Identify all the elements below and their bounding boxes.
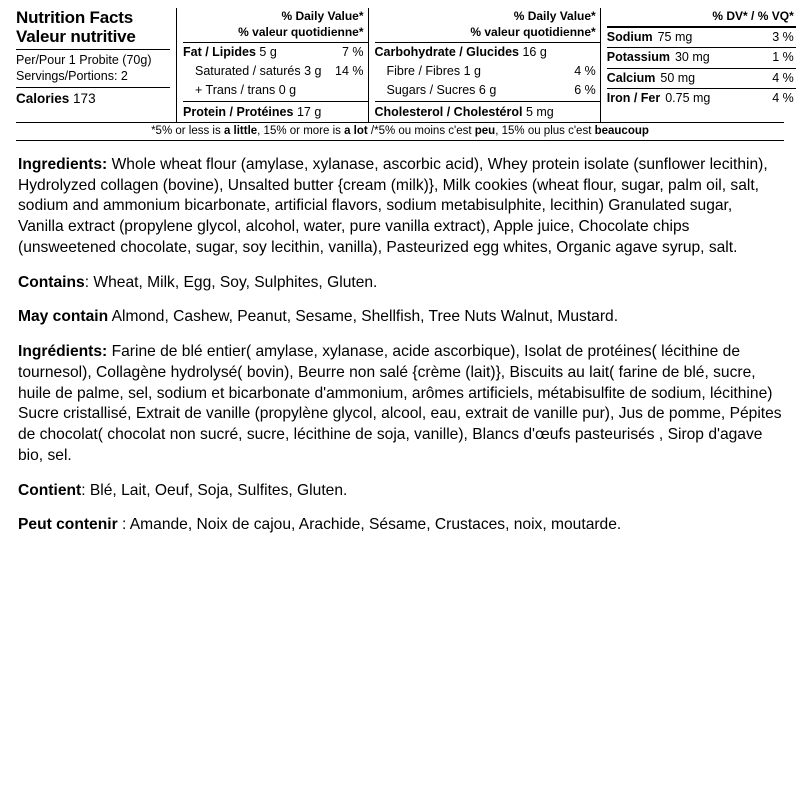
nutrient-name: Protein / Protéines 17 g [183,105,322,120]
nutrient-row [375,43,600,62]
ingredients-en [18,155,782,259]
nutrient-dv: 4 % [574,63,596,78]
mineral-name: Iron / Fer [606,91,661,106]
contains-label-fr: Contient [18,481,82,499]
contains-fr [18,481,782,502]
nutrient-dv [322,81,364,100]
nutrient-name: Cholesterol / Cholestérol 5 mg [374,105,554,120]
nutrition-facts-grid [16,8,794,123]
nutrient-dv: 6 % [574,82,596,97]
calories-label: Calories [16,91,70,107]
nutrient-row [183,62,368,81]
contains-label-en: Contains [18,273,85,291]
calories-value: 173 [73,91,96,107]
nutrient-dv [322,103,364,122]
ingredient-statements [16,141,784,536]
mineral-dv: 1 % [772,50,794,65]
mineral-dv: 3 % [772,30,794,44]
may-contain-text-en: Almond, Cashew, Peanut, Sesame, Shellfish, Tree Nuts Walnut, Mustard. [108,308,619,326]
nutrient-row [183,43,368,62]
daily-value-header-en-2: % Daily Value* [513,9,596,23]
nutrient-name: Fibre / Fibres 1 g [386,63,482,78]
may-contain-text-fr: : Amande, Noix de cajou, Arachide, Sésame, Crustaces, noix, moutarde. [117,516,622,534]
nutrient-column-carbohydrate [368,8,600,122]
ingredients-label-fr: Ingrédients: [18,343,108,361]
contains-text-en: : Wheat, Milk, Egg, Soy, Sulphites, Gluten. [84,273,378,291]
mineral-row [607,68,796,88]
contains-text-fr: : Blé, Lait, Oeuf, Soja, Sulfites, Gluten. [81,481,348,499]
mineral-amount: 50 mg [660,70,696,85]
mineral-amount: 30 mg [674,50,710,65]
mineral-row [607,27,796,47]
serving-divider [16,87,170,88]
nutrient-row [375,81,600,100]
ingredients-text-en: Whole wheat flour (amylase, xylanase, ascorbic acid), Whey protein isolate (sunflower lecithin), Hydrolyzed collagen (bovine), Unsalted butter {cream (milk)}, Milk cookies (wheat flour, sugar, palm oil, salt, sodium and ammonium bicarbonate, artificial flavors, sodium metabisulphite, lecithin) Granulated sugar, Vanilla extract (propylene glycol, alcohol, water, pure vanilla extract), Apple juice, Chocolate chips (unsweetened chocolate, sugar, soy lecithin, vanilla), Pasteurized egg whites, Organic agave syrup, salt. [18,156,768,256]
footnote-emphasis: peu [474,125,496,137]
serving-size: Per/Pour 1 Probite (70g) [16,53,152,68]
mineral-dv: 4 % [772,91,794,106]
daily-value-header-fr-1: % valeur quotidienne* [238,25,364,39]
nutrition-facts-panel [16,8,794,141]
nutrient-dv: 7 % [341,45,364,59]
nutrient-dv: 14 % [335,63,364,78]
nutrient-row [375,102,600,122]
panel-title-en: Nutrition Facts [16,8,133,27]
ingredients-label-en: Ingredients: [18,156,108,173]
daily-value-header-minerals: % DV* / % VQ* [712,9,794,23]
calories-row [16,90,170,106]
title-divider [16,49,170,50]
nutrient-dv [554,103,596,122]
nutrient-name: Carbohydrate / Glucides 16 g [374,45,547,59]
contains-en [18,273,782,294]
mineral-row [607,47,796,67]
nutrient-name: Sugars / Sucres 6 g [386,82,497,97]
footnote-emphasis: beaucoup [594,125,649,137]
servings-per-container: Servings/Portions: 2 [16,69,128,84]
mineral-name: Sodium [606,30,653,44]
footnote-part: , 15% or more is [257,125,345,137]
footnote-part: , 15% ou plus c'est [495,125,595,137]
footnote-emphasis: a little [223,125,258,137]
daily-value-header-en-1: % Daily Value* [281,9,364,23]
may-contain-fr [18,515,782,536]
nutrition-title-column [16,8,176,122]
nutrient-row [183,102,368,122]
daily-value-footnote [16,123,784,141]
mineral-amount: 75 mg [657,30,693,44]
nutrient-dv [554,43,596,62]
may-contain-label-en: May contain [18,308,109,326]
mineral-dv: 4 % [772,70,794,85]
ingredients-text-fr: Farine de blé entier( amylase, xylanase, acide ascorbique), Isolat de protéines( lécithine de tournesol), Collagène hydrolysé( bovin), Beurre non salé {crème (lait)}, Biscuits au lait( farine de blé, sucre, huile de palme, sel, sodium et bicarbonate d'ammonium, arômes artificiels, métabisulfite de sodium, lécithine) Sucre cristallisé, Extrait de vanille (propylène glycol, alcool, eau, extrait de vanille pur), Jus de pomme, Pépites de chocolat( chocolat non sucré, sucre, lécithine de soja, vanille), Blancs d'œufs pasteurisés , Sirop d'agave bio, sel. [18,343,782,464]
ingredients-fr [18,342,782,466]
panel-title-fr: Valeur nutritive [16,27,136,47]
mineral-name: Calcium [606,70,656,85]
mineral-row [607,88,796,108]
nutrient-name: + Trans / trans 0 g [195,82,297,97]
may-contain-en [18,307,782,328]
nutrient-row [375,62,600,81]
footnote-part: /*5% ou moins c'est [367,125,475,137]
footnote-emphasis: a lot [344,125,368,137]
nutrient-row [183,81,368,100]
daily-value-header-fr-2: % valeur quotidienne* [470,25,596,39]
mineral-column [600,8,796,122]
nutrient-column-fat [176,8,368,122]
mineral-name: Potassium [606,50,670,65]
nutrient-name: Saturated / saturés 3 g [195,63,322,78]
nutrient-name: Fat / Lipides 5 g [183,45,277,59]
footnote-part: *5% or less is [151,125,224,137]
mineral-amount: 0.75 mg [665,91,711,106]
may-contain-label-fr: Peut contenir [18,516,118,534]
